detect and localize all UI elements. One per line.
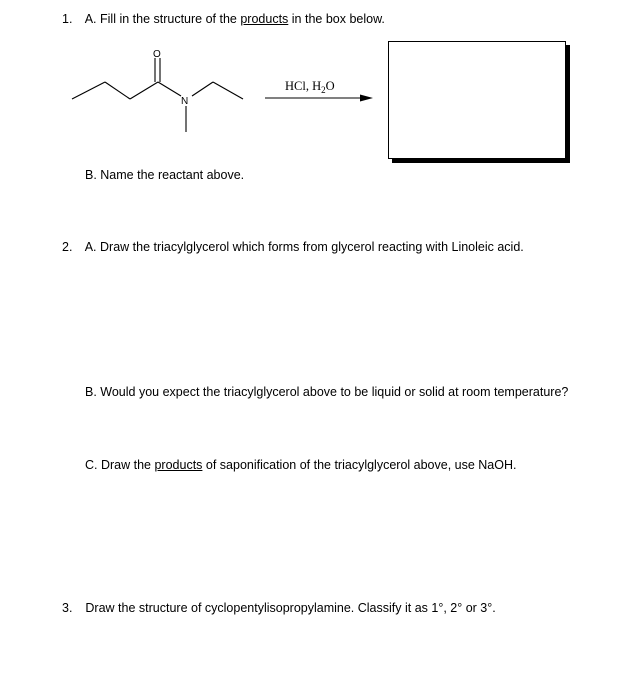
q2-a-text: A. Draw the triacylglycerol which forms from glycerol reacting with Linoleic acid.: [84, 240, 524, 254]
q1-b-text: B. Name the reactant above.: [85, 168, 245, 182]
q1-number: 1.: [62, 12, 73, 26]
q2-heading: [62, 240, 524, 254]
q2-b-text: B. Would you expect the triacylglycerol above to be liquid or solid at room temperature?: [85, 385, 569, 399]
q2-c-line: [85, 458, 516, 472]
q1-a-text-suffix: in the box below.: [288, 12, 385, 26]
reagent-subscript: 2: [321, 85, 326, 95]
reagent-main-text: HCl, H: [285, 79, 322, 93]
q3-text: Draw the structure of cyclopentylisopropylamine. Classify it as 1°, 2° or 3°.: [85, 601, 496, 615]
q1-a-underlined-word: products: [240, 12, 289, 26]
products-answer-box[interactable]: [388, 41, 566, 159]
reaction-reagent-label: [285, 79, 335, 95]
bond-nitrogen-ethyl: [192, 82, 213, 96]
q3-number: 3.: [62, 601, 73, 615]
reaction-arrow: [265, 95, 373, 102]
q2-c-text-suffix: of saponification of the triacylglycerol above, use NaOH.: [202, 458, 517, 472]
q2-c-underlined-word: products: [154, 458, 203, 472]
q3-heading: [62, 601, 496, 615]
bond-ethyl: [213, 82, 243, 99]
q2-number: 2.: [62, 240, 73, 254]
bond-2: [105, 82, 130, 99]
reagent-end-text: O: [325, 79, 335, 93]
bond-carbon-nitrogen: [158, 82, 181, 96]
q1-a-text-prefix: A. Fill in the structure of the: [84, 12, 241, 26]
reactant-bonds: [72, 58, 243, 132]
oxygen-atom-label: O: [153, 49, 161, 60]
nitrogen-atom-label: N: [181, 96, 189, 107]
bond-3: [130, 82, 158, 99]
bond-1: [72, 82, 105, 99]
q2-c-text-prefix: C. Draw the: [85, 458, 155, 472]
